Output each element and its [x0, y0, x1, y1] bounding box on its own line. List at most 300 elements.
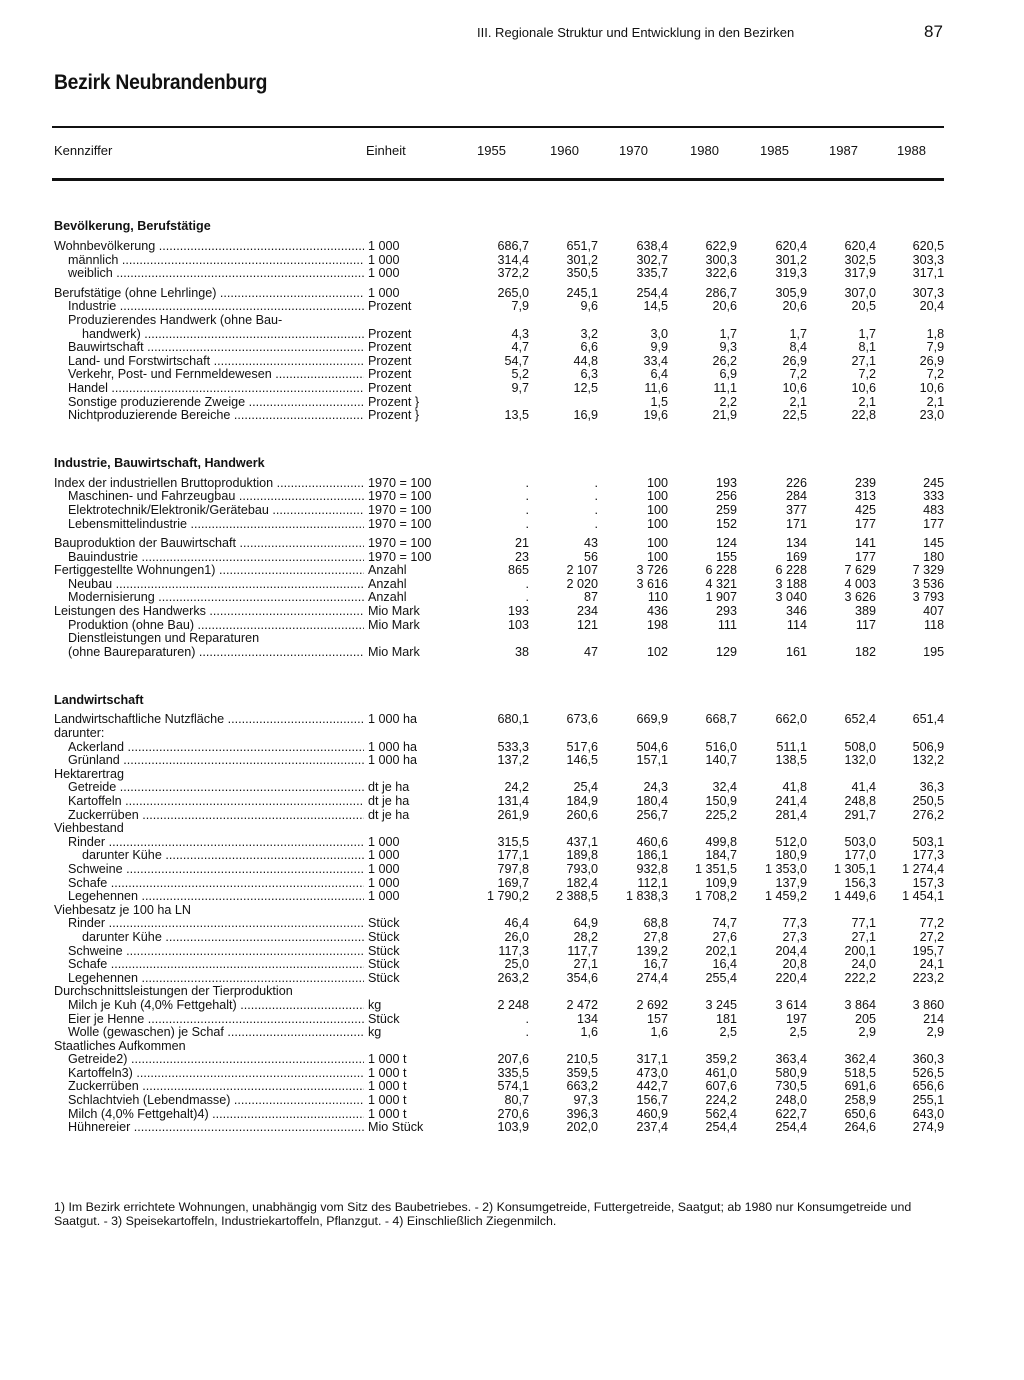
value-cell: .	[525, 476, 529, 490]
table-row	[54, 341, 944, 355]
value-cell	[807, 822, 876, 836]
value-cell: 622,7	[775, 1107, 807, 1121]
row-label-text: Legehennen .....	[54, 890, 364, 904]
row-label	[54, 551, 364, 565]
value-cell: 177,0	[844, 849, 876, 863]
header-rule	[52, 178, 944, 181]
value-cell: 638,4	[636, 240, 668, 253]
value-cell	[529, 632, 598, 646]
row-label-text: Industrie .....	[54, 300, 364, 314]
value-cell: 255,4	[705, 971, 737, 985]
value-cell: 270,6	[497, 1107, 529, 1121]
row-unit: kg	[368, 998, 382, 1012]
row-label-text: Rinder .....	[54, 917, 364, 931]
value-cell: 620,5	[912, 240, 945, 253]
value-cell: 622,9	[705, 240, 737, 253]
value-cell: 25,0	[504, 958, 529, 972]
value-cell: 129	[715, 645, 737, 659]
value-cell: 54,7	[504, 354, 529, 368]
value-cell: 27,8	[643, 930, 668, 944]
value-cell	[598, 768, 668, 782]
row-label-text: Bauwirtschaft .....	[54, 341, 364, 355]
value-cell: 47	[583, 645, 598, 659]
value-cell: 27,1	[573, 958, 598, 972]
table-row	[54, 822, 944, 836]
row-unit: Prozent	[368, 327, 412, 341]
value-cell: 239	[854, 476, 876, 490]
value-cell: 3 626	[844, 591, 876, 605]
row-unit	[364, 768, 460, 782]
row-unit: 1 000 ha	[368, 740, 418, 754]
value-cell: 23	[514, 550, 529, 564]
value-cell: 3 536	[912, 577, 945, 591]
value-cell: .	[525, 503, 529, 517]
value-cell: 27,6	[712, 930, 737, 944]
value-cell: 307,0	[844, 286, 876, 300]
value-cell: 6,4	[650, 368, 668, 382]
value-cell: 169,7	[497, 876, 529, 890]
row-unit: 1 000	[368, 876, 400, 890]
value-cell: 1,7	[858, 327, 876, 341]
value-cell	[460, 314, 529, 328]
value-cell: 200,1	[844, 944, 876, 958]
row-label-text: Produzierendes Handwerk (ohne Bau-	[68, 313, 283, 327]
value-cell: 643,0	[912, 1107, 945, 1121]
value-cell: 3,0	[650, 327, 668, 341]
value-cell: 220,4	[775, 971, 807, 985]
value-cell: 499,8	[705, 835, 737, 849]
value-cell: 195,7	[912, 944, 945, 958]
column-header-year: 1988	[897, 143, 926, 158]
value-cell: 360,3	[912, 1053, 945, 1067]
value-cell: 425	[854, 503, 876, 517]
row-unit: 1970 = 100	[368, 476, 432, 490]
value-cell: 77,2	[919, 917, 945, 931]
value-cell: 44,8	[573, 354, 598, 368]
value-cell: 7,9	[926, 341, 945, 355]
value-cell: 1 907	[705, 591, 737, 605]
value-cell: 9,6	[580, 300, 598, 314]
value-cell: 473,0	[636, 1066, 668, 1080]
row-label	[54, 809, 364, 823]
column-header-year: 1985	[760, 143, 789, 158]
value-cell	[460, 632, 529, 646]
value-cell: 77,1	[851, 917, 876, 931]
row-label-text: Fertiggestellte Wohnungen1) .....	[54, 564, 364, 578]
value-cell: 6,3	[580, 368, 598, 382]
value-cell: 483	[923, 503, 945, 517]
value-cell: 359,5	[566, 1066, 598, 1080]
table-row	[54, 300, 944, 314]
value-cell: 195	[923, 645, 945, 659]
row-label-text: Getreide .....	[54, 781, 364, 795]
table-row	[54, 551, 944, 565]
row-unit	[364, 632, 460, 646]
value-cell	[876, 632, 944, 646]
value-cell: 32,4	[712, 781, 737, 795]
value-cell	[598, 822, 668, 836]
value-cell: 74,7	[712, 917, 737, 931]
row-unit: 1 000 t	[368, 1053, 407, 1067]
value-cell: 102	[646, 645, 668, 659]
value-cell: 7,9	[511, 300, 529, 314]
value-cell: 313	[854, 490, 876, 504]
table-row	[54, 1121, 944, 1135]
value-cell: 157,1	[636, 754, 668, 768]
row-label-text: Kartoffeln .....	[54, 795, 364, 809]
value-cell: .	[525, 1026, 529, 1040]
value-cell: 7 629	[844, 564, 876, 578]
value-cell	[460, 904, 529, 918]
value-cell: 193	[715, 476, 737, 490]
value-cell: 307,3	[912, 286, 945, 300]
value-cell: 511,1	[776, 740, 807, 754]
row-label	[54, 863, 364, 877]
value-cell: 77,3	[782, 917, 807, 931]
row-label	[54, 999, 364, 1013]
value-cell: 460,9	[636, 1107, 668, 1121]
row-label	[54, 409, 364, 423]
value-cell: 680,1	[497, 713, 529, 727]
value-cell	[529, 904, 598, 918]
value-cell	[460, 727, 529, 741]
value-cell: 506,9	[912, 740, 945, 754]
row-label-text: Hühnereier .....	[54, 1121, 364, 1135]
value-cell: 134	[576, 1012, 598, 1026]
value-cell: 56	[583, 550, 598, 564]
row-label	[54, 382, 364, 396]
value-cell: 3 726	[636, 564, 668, 578]
table-row	[54, 396, 944, 410]
row-label-text: Landwirtschaftliche Nutzfläche .....	[54, 713, 364, 727]
value-cell	[876, 822, 944, 836]
row-label-text: Getreide2) .....	[54, 1053, 364, 1067]
value-cell: 180	[923, 550, 945, 564]
row-label-text: Neubau .....	[54, 578, 364, 592]
value-cell: 68,8	[643, 917, 668, 931]
table-row	[54, 605, 944, 619]
value-cell: 137,2	[497, 754, 529, 768]
value-cell: 315,5	[497, 835, 529, 849]
value-cell: 2,1	[789, 395, 807, 409]
value-cell: 189,8	[566, 849, 598, 863]
value-cell: 26,9	[782, 354, 807, 368]
value-cell: 27,2	[919, 930, 945, 944]
value-cell: 9,7	[511, 381, 529, 395]
value-cell: .	[525, 577, 529, 591]
row-label	[54, 355, 364, 369]
table-row	[54, 409, 944, 423]
value-cell: 350,5	[566, 267, 598, 281]
row-label-text: männlich .....	[54, 254, 364, 268]
row-unit: Stück	[368, 930, 400, 944]
row-unit: Stück	[368, 971, 400, 985]
value-cell: 10,6	[851, 381, 876, 395]
value-cell: 302,5	[844, 253, 876, 267]
row-label-text: darunter Kühe .....	[54, 931, 364, 945]
row-label-text: Eier je Henne .....	[54, 1013, 364, 1027]
row-unit: Prozent	[368, 381, 412, 395]
row-unit	[364, 985, 460, 999]
value-cell: 182,4	[566, 876, 598, 890]
value-cell: 180,4	[636, 795, 668, 808]
value-cell: 26,9	[919, 354, 945, 368]
value-cell: 314,4	[497, 253, 529, 267]
value-cell	[876, 985, 944, 999]
value-cell: 1 305,1	[833, 862, 876, 876]
value-cell: 4 321	[705, 577, 737, 591]
row-label	[54, 945, 364, 959]
value-cell	[460, 768, 529, 782]
value-cell: 33,4	[643, 354, 668, 368]
table-row	[54, 328, 944, 342]
value-cell: 1 708,2	[694, 890, 737, 904]
section-heading	[54, 218, 944, 234]
value-cell: 317,9	[844, 267, 876, 281]
value-cell: 224,2	[705, 1094, 737, 1108]
table-row	[54, 578, 944, 592]
row-label-text: Schafe .....	[54, 877, 364, 891]
value-cell: 319,3	[775, 267, 807, 281]
value-cell: 254,4	[775, 1121, 807, 1135]
value-cell	[460, 822, 529, 836]
value-cell: 668,7	[705, 713, 737, 727]
row-unit	[364, 1040, 460, 1054]
row-label-text: Rinder .....	[54, 836, 364, 850]
row-label	[54, 931, 364, 945]
value-cell: 1,7	[719, 327, 737, 341]
table-row	[54, 504, 944, 518]
value-cell: 234	[576, 605, 598, 619]
value-cell: 3 616	[636, 577, 668, 591]
row-label-text: Wolle (gewaschen) je Schaf .....	[54, 1026, 364, 1040]
value-cell	[737, 985, 807, 999]
value-cell: 10,6	[782, 381, 807, 395]
row-label	[54, 877, 364, 891]
value-cell: 182	[854, 645, 876, 659]
row-unit: 1970 = 100	[368, 503, 432, 517]
row-label-text: Milch (4,0% Fettgehalt)4) .....	[54, 1108, 364, 1122]
row-label	[54, 537, 364, 551]
row-label-text: Elektrotechnik/Elektronik/Gerätebau .....	[54, 504, 364, 518]
value-cell: 396,3	[566, 1107, 598, 1121]
value-cell	[737, 1040, 807, 1054]
section-title: Bevölkerung, Berufstätige	[54, 219, 211, 234]
table-row	[54, 619, 944, 633]
row-label-text: Viehbesatz je 100 ha LN	[54, 903, 191, 917]
row-label	[54, 328, 364, 342]
value-cell: 1,7	[789, 327, 807, 341]
row-label	[54, 314, 364, 328]
value-cell	[737, 768, 807, 782]
value-cell: 274,4	[636, 971, 668, 985]
value-cell	[876, 768, 944, 782]
table-row	[54, 314, 944, 328]
row-unit: Prozent }	[368, 409, 420, 423]
row-label	[54, 795, 364, 809]
value-cell: 932,8	[636, 862, 668, 876]
row-label-text: Leistungen des Handwerks .....	[54, 605, 364, 619]
row-label	[54, 917, 364, 931]
row-label	[54, 958, 364, 972]
row-label-text: Schafe .....	[54, 958, 364, 972]
row-unit: Stück	[368, 1012, 400, 1026]
value-cell: 157,3	[912, 876, 945, 890]
value-cell: 730,5	[775, 1080, 807, 1094]
value-cell	[529, 822, 598, 836]
value-cell: 103	[507, 618, 529, 632]
value-cell: 663,2	[566, 1080, 598, 1094]
value-cell: 276,2	[912, 808, 945, 822]
value-cell: 248,8	[844, 795, 876, 808]
value-cell: 3 188	[775, 577, 807, 591]
value-cell	[529, 985, 598, 999]
row-label-text: Index der industriellen Bruttoproduktion .....	[54, 477, 364, 491]
value-cell: 1 838,3	[625, 890, 668, 904]
row-label	[54, 904, 364, 918]
value-cell: 3 860	[912, 998, 945, 1012]
value-cell: 132,2	[912, 754, 945, 768]
row-unit: 1 000 ha	[368, 754, 418, 768]
table-row	[54, 240, 944, 254]
value-cell: 222,2	[844, 971, 876, 985]
value-cell: 226	[785, 476, 807, 490]
value-cell: 3 614	[775, 998, 807, 1012]
row-label	[54, 1108, 364, 1122]
value-cell: 237,4	[636, 1121, 668, 1135]
row-label-text: Grünland .....	[54, 754, 364, 768]
value-cell: 204,4	[775, 944, 807, 958]
value-cell: 265,0	[497, 286, 529, 300]
value-cell: 263,2	[497, 971, 529, 985]
value-cell: 100	[646, 517, 668, 531]
value-cell: 460,6	[636, 835, 668, 849]
table-row	[54, 591, 944, 605]
value-cell: 46,4	[504, 917, 529, 931]
section-heading	[54, 455, 944, 471]
row-label	[54, 240, 364, 254]
row-label-text: Bauproduktion der Bauwirtschaft .....	[54, 537, 364, 551]
value-cell: 9,3	[719, 341, 737, 355]
value-cell: 281,4	[775, 808, 807, 822]
value-cell: 150,9	[705, 795, 737, 808]
table-row	[54, 890, 944, 904]
value-cell: 651,4	[912, 713, 945, 727]
value-cell: 7 329	[912, 564, 945, 578]
value-cell: 508,0	[844, 740, 876, 754]
value-cell: 258,9	[844, 1094, 876, 1108]
row-label	[54, 754, 364, 768]
value-cell: 607,6	[705, 1080, 737, 1094]
page-title: Bezirk Neubrandenburg	[54, 71, 268, 94]
value-cell: 248,0	[775, 1094, 807, 1108]
statistics-table	[54, 218, 944, 1135]
top-rule	[52, 126, 944, 128]
value-cell: 335,5	[497, 1066, 529, 1080]
row-label	[54, 518, 364, 532]
value-cell: 38	[514, 645, 529, 659]
value-cell: 155	[715, 550, 737, 564]
value-cell: 3 864	[844, 998, 876, 1012]
value-cell	[807, 314, 876, 328]
value-cell: 100	[646, 550, 668, 564]
value-cell: 686,7	[497, 240, 529, 253]
value-cell: 223,2	[912, 971, 945, 985]
value-cell: 103,9	[497, 1121, 529, 1135]
value-cell: 300,3	[705, 253, 737, 267]
value-cell: 2,5	[789, 1026, 807, 1040]
value-cell: 1 459,2	[764, 890, 807, 904]
row-label	[54, 605, 364, 619]
value-cell: 171	[785, 517, 807, 531]
row-label	[54, 368, 364, 382]
row-label	[54, 890, 364, 904]
row-unit: Stück	[368, 944, 400, 958]
table-row	[54, 999, 944, 1013]
row-unit: 1970 = 100	[368, 490, 432, 504]
value-cell: 322,6	[705, 267, 737, 281]
value-cell: 2 388,5	[555, 890, 598, 904]
value-cell: 8,1	[858, 341, 876, 355]
value-cell: 21,9	[712, 409, 737, 423]
row-label-text: Schlachtvieh (Lebendmasse) .....	[54, 1094, 364, 1108]
row-unit: 1 000	[368, 240, 400, 253]
row-unit	[364, 314, 460, 328]
value-cell: 303,3	[912, 253, 945, 267]
value-cell: 12,5	[573, 381, 598, 395]
column-header-year: 1955	[477, 143, 506, 158]
value-cell: 177	[854, 550, 876, 564]
row-label	[54, 490, 364, 504]
value-cell	[598, 727, 668, 741]
value-cell: 3 793	[912, 591, 945, 605]
value-cell: 197	[785, 1012, 807, 1026]
row-label-text: Sonstige produzierende Zweige .....	[54, 396, 364, 410]
row-label-text: Modernisierung .....	[54, 591, 364, 605]
row-label-text: handwerk) .....	[54, 328, 364, 342]
row-label-text: Legehennen .....	[54, 972, 364, 986]
row-unit: dt je ha	[368, 795, 410, 808]
value-cell	[668, 314, 737, 328]
value-cell: 121	[576, 618, 598, 632]
row-label-text: Zuckerrüben .....	[54, 1080, 364, 1094]
table-row	[54, 795, 944, 809]
row-label-text: Staatliches Aufkommen	[54, 1039, 186, 1053]
column-header-unit: Einheit	[366, 143, 406, 158]
row-label	[54, 646, 364, 660]
column-header-label: Kennziffer	[54, 143, 113, 158]
value-cell: 503,0	[844, 835, 876, 849]
value-cell: 461,0	[705, 1066, 737, 1080]
value-cell	[737, 632, 807, 646]
value-cell: 317,1	[912, 267, 945, 281]
row-unit	[364, 727, 460, 741]
value-cell: 140,7	[705, 754, 737, 768]
value-cell	[807, 1040, 876, 1054]
value-cell: 1 454,1	[902, 890, 945, 904]
value-cell: 526,5	[912, 1066, 945, 1080]
value-cell: 1 274,4	[902, 862, 945, 876]
table-row	[54, 849, 944, 863]
value-cell: 26,0	[504, 930, 529, 944]
row-unit: Anzahl	[368, 591, 407, 605]
value-cell: 157	[646, 1012, 668, 1026]
row-unit: 1 000 t	[368, 1066, 407, 1080]
value-cell	[737, 822, 807, 836]
value-cell: 2,9	[858, 1026, 876, 1040]
value-cell	[460, 985, 529, 999]
value-cell: 301,2	[566, 253, 598, 267]
